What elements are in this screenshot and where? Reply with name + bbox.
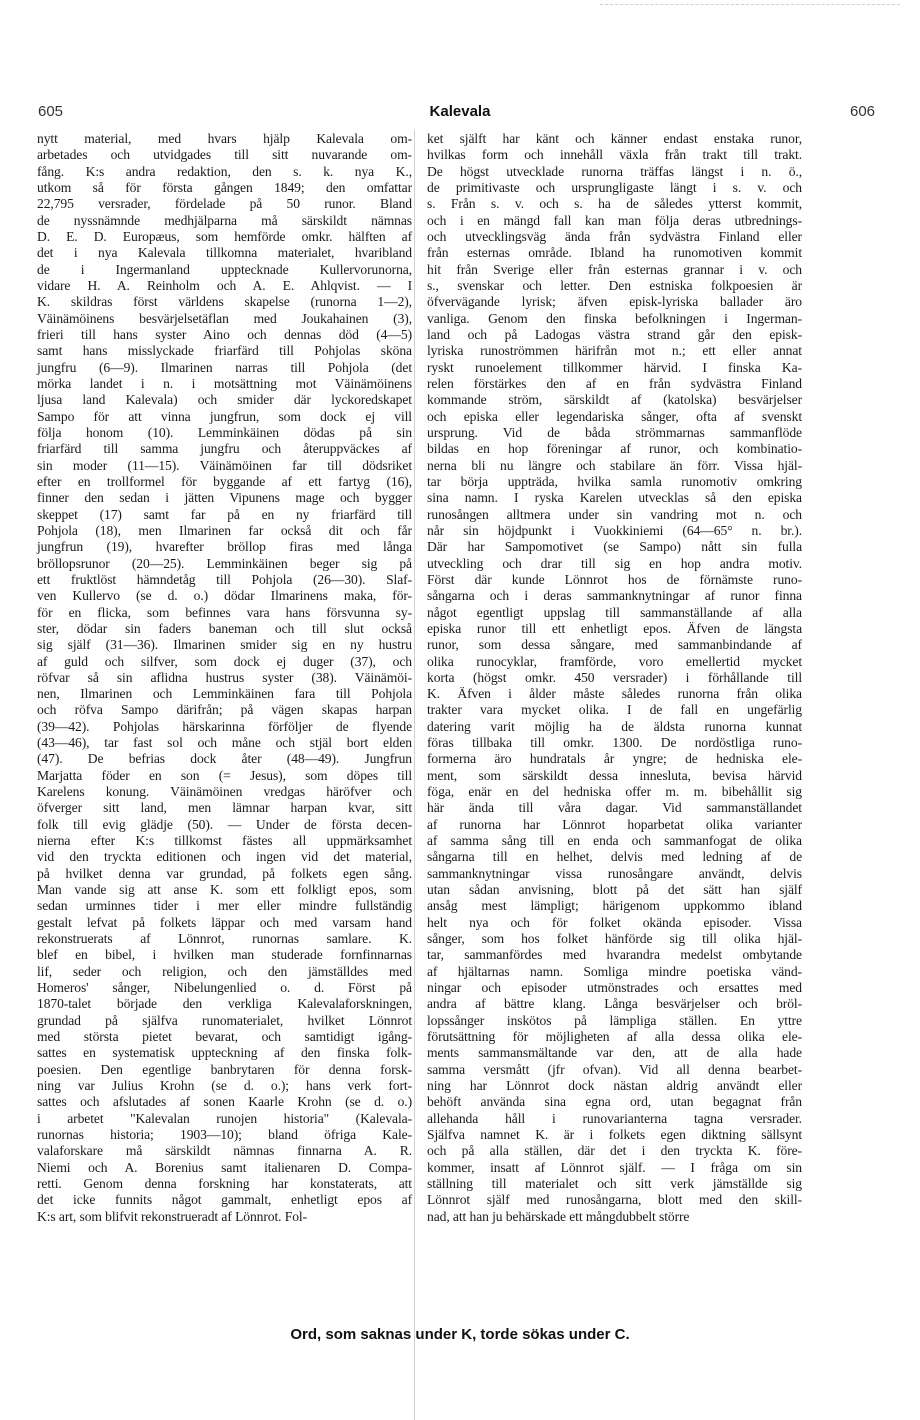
text-line: korta (högst omkr. 450 versrader) i förhållande till (427, 669, 802, 685)
page-number-left: 605 (38, 103, 64, 120)
text-line: helt nya och för folket okända episoder. Vissa (427, 914, 802, 930)
text-line: frieri till hans syster Aino och dennas död (4—5) (37, 326, 412, 342)
text-line: här ända till våra dagar. Vid sammanställandet (427, 800, 802, 816)
text-line: ningar och episoder utmönstrades och ersattes med (427, 980, 802, 996)
text-line: det i nya Kalevala tillkomna materialet, hvaribland (37, 245, 412, 261)
text-line: lopssånger inskötos på lämpliga ställen. En yttre (427, 1012, 802, 1028)
text-line: Först där kunde Lönnrot hos de förnämste runo- (427, 571, 802, 587)
text-line: samt hans misslyckade friarfärd till Pohjolas sköna (37, 343, 412, 359)
text-line: lif, seder och religion, och den jämställdes med (37, 963, 412, 979)
text-line: runornas historia; 1903—10); bland öfriga Kale- (37, 1127, 412, 1143)
text-line: sedan urminnes tider i mer eller mindre fullständig (37, 898, 412, 914)
text-line: ments sammansmältande var den, att de alla hade (427, 1045, 802, 1061)
text-line: kommande ström, särskildt af (katolska) besvärjelser (427, 392, 802, 408)
text-line: efter en trollformel för byggande af ett fartyg (16), (37, 473, 412, 489)
text-line: (43—46), tar fast sol och måne och stjäl bort elden (37, 735, 412, 751)
text-line: och episka eller legendariska sånger, ofta af svenskt (427, 408, 802, 424)
text-line: kommer, insatt af Lönnrot själf. — I fråga om sin (427, 1159, 802, 1175)
text-line: ning har Lönnrot dock nästan aldrig användt eller (427, 1078, 802, 1094)
text-line: behöft använda sina egna ord, utan begagnat från (427, 1094, 802, 1110)
text-line: sina namn. I ryska Karelen utvecklas så den episka (427, 490, 802, 506)
footer-note: Ord, som saknas under K, torde sökas under C. (290, 1326, 630, 1343)
text-line: poesien. Den egentlige banbrytaren för denna forsk- (37, 1061, 412, 1077)
text-line: relen förstärkes den af en från sydvästra Finland (427, 375, 802, 391)
text-line: Sampo för att vinna jungfrun, som dock ej vill (37, 408, 412, 424)
text-line: och röfva Sampo därifrån; på vägen skapas harpan (37, 702, 412, 718)
text-line: (39—42). Pohjolas härskarinna förföljer de flyende (37, 718, 412, 734)
text-line: de primitivaste och ursprungligaste längt i s. v. och (427, 179, 802, 195)
text-line: ment, som särskildt dessa innesluta, bevisa härvid (427, 767, 802, 783)
text-line: gestalt lefvat på folkets läppar och med varsam hand (37, 914, 412, 930)
text-line: föga, enär en del hedniska offer m. m. bibehållit sig (427, 784, 802, 800)
text-line: något egentligt uppslag till sammanställande af alla (427, 604, 802, 620)
text-line: ansåg mest lämpligt; härigenom uppkommo ibland (427, 898, 802, 914)
text-line: bröllopsrunor (20—25). Lemminkäinen beger sig på (37, 555, 412, 571)
text-line: nad, att han ju behärskade ett mångdubbelt större (427, 1208, 690, 1224)
text-line: mörka landet i n. i motsättning mot Väinämöinens (37, 375, 412, 391)
text-line: sångarna och i deras sammanknytningar af runor finna (427, 588, 802, 604)
text-line: sattes en systematisk uppteckning af den finska folk- (37, 1045, 412, 1061)
text-line: (47). De befrias dock åter (48—49). Jungfrun (37, 751, 412, 767)
text-line: samma versmått (jfr ofvan). Vid all denna bearbet- (427, 1061, 802, 1077)
text-line: öfvervägande lyrisk; äfven episk-lyriska ballader äro (427, 294, 802, 310)
column-divider (414, 130, 415, 1420)
text-line: af runorna har Lönnrot hoparbetat olika varianter (427, 816, 802, 832)
text-line: öfverger sitt land, men lämnar harpan kvar, sitt (37, 800, 412, 816)
text-line: andra af bättre klang. Långa besvärjelser och bröl- (427, 996, 802, 1012)
text-line: röfvar så sin aflidna hustrus syster (38). Väinämöi- (37, 669, 412, 685)
text-line: episka runor till ett enhetligt epos. Äfven de längsta (427, 620, 802, 636)
text-line: i arbetet "Kalevalan runojen historia" (Kalevala- (37, 1110, 412, 1126)
text-line: retti. Genom denna forskning har konstaterats, att (37, 1176, 412, 1191)
text-line: och utvecklingsväg ända från sydvästra Finland eller (427, 228, 802, 244)
text-line: olika runocyklar, framförde, voro emellertid mycket (427, 653, 802, 669)
text-line: grundad på själfva runomaterialet, hvilket Lönnrot (37, 1012, 412, 1028)
text-line: skeppet (17) samt far på en ny friarfärd till (37, 506, 412, 522)
text-line: K:s art, som blifvit rekonstrueradt af Lönnrot. Fol- (37, 1208, 308, 1224)
text-line: sin moder (11—15). Väinämöinen far till dödsriket (37, 457, 412, 473)
text-line: ster, dödar sin faders baneman och till slut också (37, 620, 412, 636)
text-line: nytt material, med hvars hjälp Kalevala om- (37, 131, 412, 146)
text-line: Väinämöinens besvärjelsetäflan med Joukahainen (3), (37, 310, 412, 326)
text-line: Karelens konung. Väinämöinen vredgas häröfver och (37, 784, 412, 800)
text-line: hit från Sverige eller från esternas grannar i v. och (427, 261, 802, 277)
text-line: når sin höjdpunkt i Vuokkiniemi (64—65° n. br.). (427, 522, 802, 538)
text-line: valaforskare må särskildt nämnas finnarna A. R. (37, 1143, 412, 1159)
text-line: förutsättning för möjligheten af alla dessa olika ele- (427, 1029, 802, 1045)
top-rule (600, 4, 900, 5)
text-line: jungfru (6—9). Ilmarinen narras till Pohjola (det (37, 359, 412, 375)
text-line: land och på Ladogas västra strand går den episk- (427, 326, 802, 342)
text-line: Pohjola (18), men Ilmarinen far också dit och får (37, 522, 412, 538)
text-line: utkom så för första gången 1849; den omfattar (37, 179, 412, 195)
text-line: de i Ingermanland upptecknade Kullervorunorna, (37, 261, 412, 277)
text-line: ket själft har känt och känner endast enstaka runor, (427, 131, 802, 146)
text-line: K. Äfven i ålder måste således runorna från olika (427, 686, 802, 702)
text-line: fång. K:s andra redaktion, den s. k. nya K., (37, 163, 412, 179)
text-line: utan sådan anvisning, blott på det sätt han själf (427, 882, 802, 898)
text-line: af hjältarnas namn. Somliga mindre poetiska vänd- (427, 963, 802, 979)
text-line: vanliga. Genom den finska befolkningen i Ingerman- (427, 310, 802, 326)
text-line: datering varit möjlig ha de äldsta runorna kunnat (427, 718, 802, 734)
text-line: utveckling och drar till sig en hop andra motiv. (427, 555, 802, 571)
text-line: föras tillbaka till omkr. 1300. De nordöstliga runo- (427, 735, 802, 751)
text-line: De högst utvecklade runorna träffas längst i n. ö., (427, 163, 802, 179)
text-line: de nyssnämnde medhjälparna må särskildt nämnas (37, 212, 412, 228)
text-line: af guld och silfver, som dock ej duger (37), och (37, 653, 412, 669)
text-line: ljusa land Kalevala) och smider där lyckoredskapet (37, 392, 412, 408)
text-line: nierna efter K:s tillkomst fästes all uppmärksamhet (37, 833, 412, 849)
text-line: folk till evig glädje (50). — Under de första decen- (37, 816, 412, 832)
text-line: ställning till materialet och sitt verk jämställde sig (427, 1176, 802, 1191)
text-line: runosången alltmera under sin vandring mot n. och (427, 506, 802, 522)
text-line: med största pietet bevarat, och samtidigt igång- (37, 1029, 412, 1045)
text-line: finner den sedan i jätten Vipunens mage och bygger (37, 490, 412, 506)
text-line: ett fruktlöst hämndetåg till Pohjola (26—30). Slaf- (37, 571, 412, 587)
text-line: nerna bli nu längre och stabilare än förr. Vissa hjäl- (427, 457, 802, 473)
text-line: nen, Ilmarinen och Lemminkäinen fara till Pohjola (37, 686, 412, 702)
text-line: bildas en hop föreningar af runor, och kombinatio- (427, 441, 802, 457)
text-line: allehanda håll i runovarianterna tagna versrader. (427, 1110, 802, 1126)
text-line: för en flicka, som befinnes vara hans försvunna sy- (37, 604, 412, 620)
text-line: runor, som dessa sångare, med sammanbindande af (427, 637, 802, 653)
text-line: s. Från s. v. och s. ha de således ytterst kommit, (427, 196, 802, 212)
page-number-right: 606 (850, 103, 876, 120)
text-line: följa honom (10). Lemminkäinen dödas på sin (37, 424, 412, 440)
text-line: Homeros' sånger, Nibelungenlied o. d. Först på (37, 980, 412, 996)
text-line: 22,795 versrader, fördelade på 50 runor. Bland (37, 196, 412, 212)
text-line: Lönnrot själf med runosångarna, blott med den skill- (427, 1192, 802, 1208)
text-line: Man vande sig att anse K. som ett folkligt epos, som (37, 882, 412, 898)
text-line: Själfva namnet K. är i folkets egen diktning sällsynt (427, 1127, 802, 1143)
text-line: på hvilket denna var grundad, på folkets egen sång. (37, 865, 412, 881)
running-title: Kalevala (429, 103, 491, 120)
text-line: Niemi och A. Borenius samt italienaren D. Compa- (37, 1159, 412, 1175)
text-line: jungfrun (19), hvarefter bröllop firas med långa (37, 539, 412, 555)
text-line: ryskt runoelement tillkommer härvid. I finska Ka- (427, 359, 802, 375)
text-line: sångarna till en helhet, delvis med ledning af de (427, 849, 802, 865)
page-header (0, 103, 920, 123)
text-line: af samma sång till en enda och sammanfogat de olika (427, 833, 802, 849)
text-line: ning var Julius Krohn (se d. o.); hans verk fort- (37, 1078, 412, 1094)
text-line: formerna äro hundratals år yngre; de hedniska ele- (427, 751, 802, 767)
text-line: trakter vara mycket olika. I de fall en ungefärlig (427, 702, 802, 718)
text-line: friarfärd till samma jungfru och återuppväckes af (37, 441, 412, 457)
text-line: och på alla ställen, där det i den tryckta K. före- (427, 1143, 802, 1159)
text-line: vidare H. A. Reinholm och A. E. Ahlqvist. — I (37, 277, 412, 293)
text-line: hvilkas form och innehåll växla från trakt till trakt. (427, 147, 802, 163)
text-line: D. E. D. Europæus, som hemförde omkr. hälften af (37, 228, 412, 244)
text-line: tar, sammanfördes med hvarandra medelst ombytande (427, 947, 802, 963)
text-line: lyriska runoströmmen härifrån mot n.; ett eller annat (427, 343, 802, 359)
text-line: sammanknytningar vissa runosångare användt, delvis (427, 865, 802, 881)
text-line: ursprung. Vid de båda strömmarnas sammanflöde (427, 424, 802, 440)
text-line: blef en bibel, i hvilken man studerade fornfinnarnas (37, 947, 412, 963)
text-line: vid den tryckta editionen och ingen vid det material, (37, 849, 412, 865)
text-line: K. skildras först världens skapelse (runorna 1—2), (37, 294, 412, 310)
text-line: arbetades och utvidgades till sitt nuvarande om- (37, 147, 412, 163)
text-line: s., svenskar och letter. Den estniska folkpoesien är (427, 277, 802, 293)
text-line: det icke funnits något gammalt, enhetligt epos af (37, 1192, 412, 1208)
right-text-column (427, 131, 802, 1225)
text-line: ven Kullervo (se d. o.) dödar Ilmarinens maka, för- (37, 588, 412, 604)
text-line: sattes och afslutades af sonen Kaarle Krohn (se d. o.) (37, 1094, 412, 1110)
text-line: sig själf (31—36). Ilmarinen smider sig en ny hustru (37, 637, 412, 653)
text-line: 1870-talet började den verkliga Kalevalaforskningen, (37, 996, 412, 1012)
text-line: från esternas område. Ibland ha runomotiven kommit (427, 245, 802, 261)
text-line: Där har Sampomotivet (se Sampo) nått sin fulla (427, 539, 802, 555)
text-line: Marjatta föder en son (= Jesus), som döpes till (37, 767, 412, 783)
text-line: tar börja uppträda, hvilka samla runomotiv omkring (427, 473, 802, 489)
left-text-column (37, 131, 412, 1225)
text-line: sånger, som hos folket hänförde sig till olika hjäl- (427, 931, 802, 947)
text-line: rekonstruerats af Lönnrot, runornas samlare. K. (37, 931, 412, 947)
text-line: och i en mängd fall kan man följa deras utbrednings- (427, 212, 802, 228)
